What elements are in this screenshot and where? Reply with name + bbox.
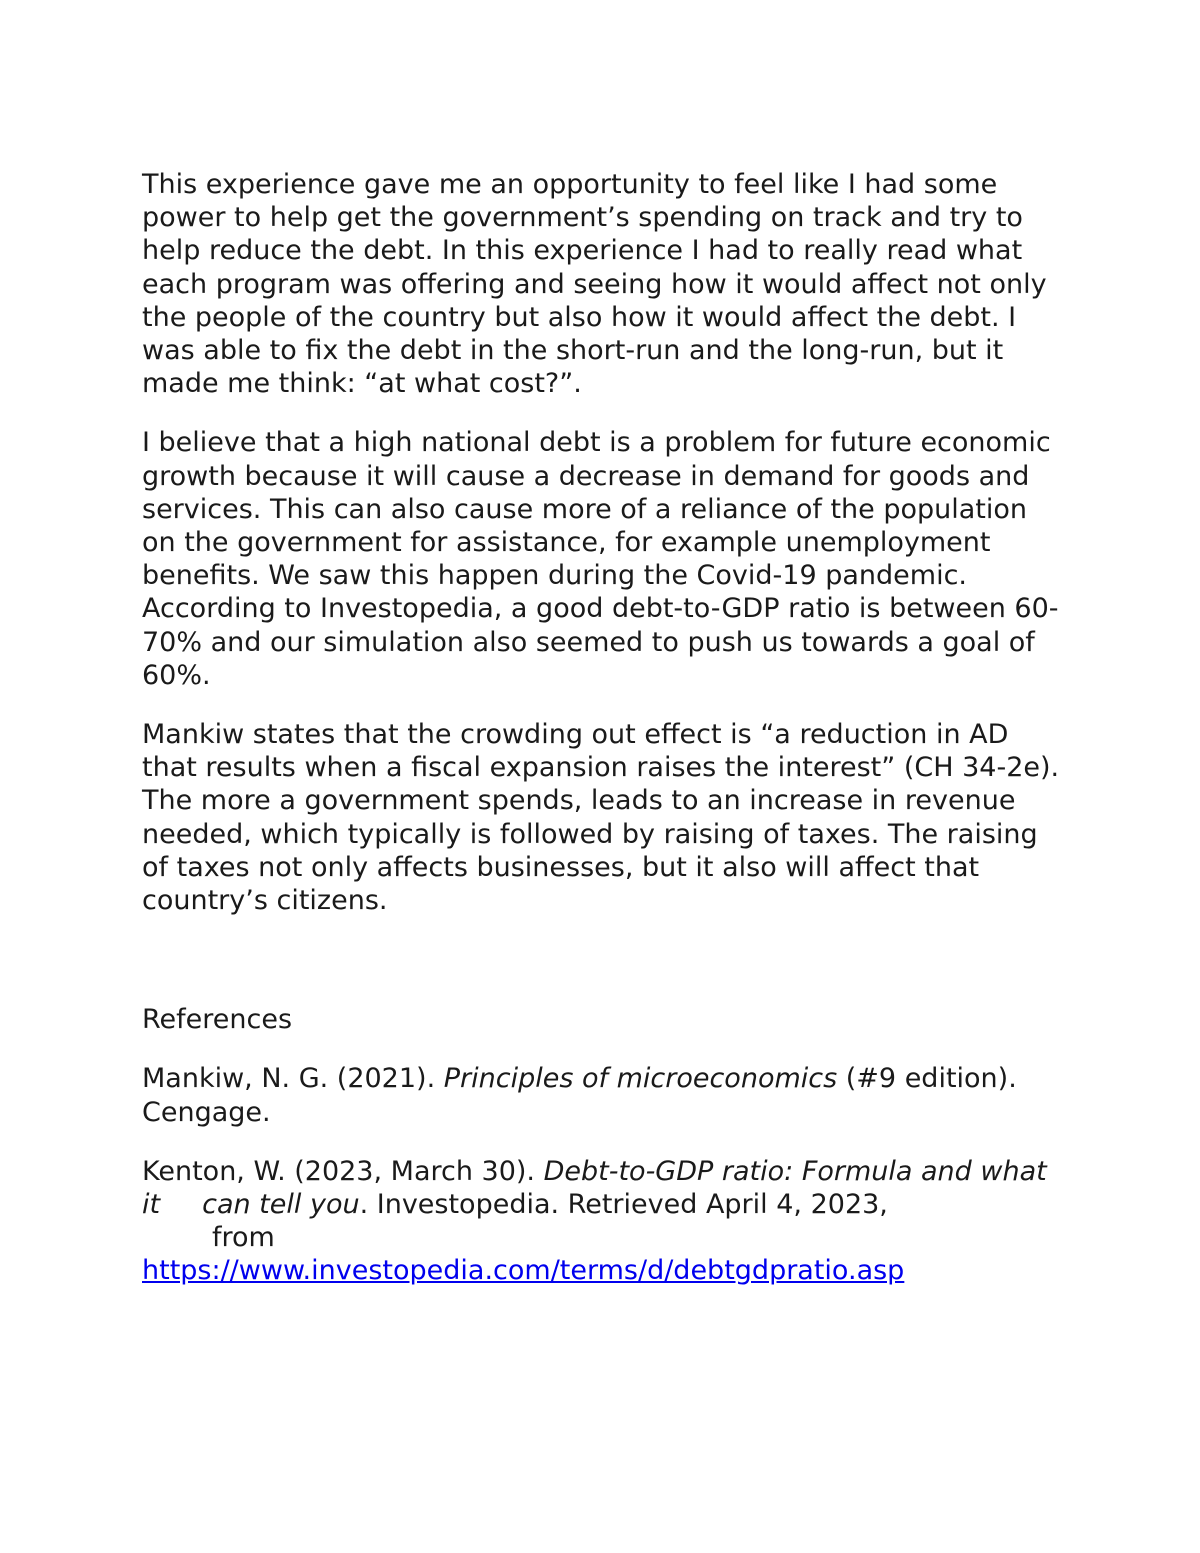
reference-kenton-title-part2: can tell you	[202, 1189, 360, 1221]
reference-mankiw-author: Mankiw, N. G. (2021).	[142, 1063, 444, 1095]
reference-kenton-url-link[interactable]: https://www.investopedia.com/terms/d/debtgdpratio.asp	[142, 1255, 905, 1287]
body-paragraph-1: This experience gave me an opportunity to feel like I had some power to help get the government’s spending on track and try to help reduce the debt. In this experience I had to really read what each program was offering and seeing how it would affect not only the people of the country but also how it would affect the debt. I was able to fix the debt in the short-run and the long-run, but it made me think: “at what cost?”.	[142, 169, 1047, 400]
references-heading: References	[142, 1004, 293, 1036]
reference-kenton-author: Kenton, W. (2023, March 30).	[142, 1155, 544, 1187]
reference-kenton	[142, 1155, 1067, 1288]
reference-mankiw	[142, 1062, 1067, 1128]
reference-mankiw-publisher: (#9 edition). Cengage.	[142, 1063, 1017, 1128]
body-paragraph-2: I believe that a high national debt is a problem for future economic growth because it will cause a decrease in demand for goods and services. This can also cause more of a reliance of the population on the government for assistance, for example unemployment benefits. We saw this happen during the Covid-19 pandemic. According to Investopedia, a good debt-to-GDP ratio is between 60-70% and our simulation also seemed to push us towards a goal of 60%.	[142, 427, 1059, 691]
reference-mankiw-title: Principles of microeconomics	[443, 1063, 838, 1095]
reference-kenton-source: . Investopedia. Retrieved April 4, 2023,	[359, 1189, 888, 1221]
reference-kenton-title-part1: Debt-to-GDP ratio: Formula and what it	[142, 1155, 1047, 1221]
document-page	[142, 168, 1067, 1314]
section-spacer	[142, 943, 1067, 1003]
reference-kenton-from: from	[212, 1222, 275, 1254]
body-paragraph-3: Mankiw states that the crowding out effect is “a reduction in AD that results when a fiscal expansion raises the interest” (CH 34-2e). The more a government spends, leads to an increase in revenue needed, which typically is followed by raising of taxes. The raising of taxes not only affects businesses, but it also will affect that country’s citizens.	[142, 719, 1060, 917]
